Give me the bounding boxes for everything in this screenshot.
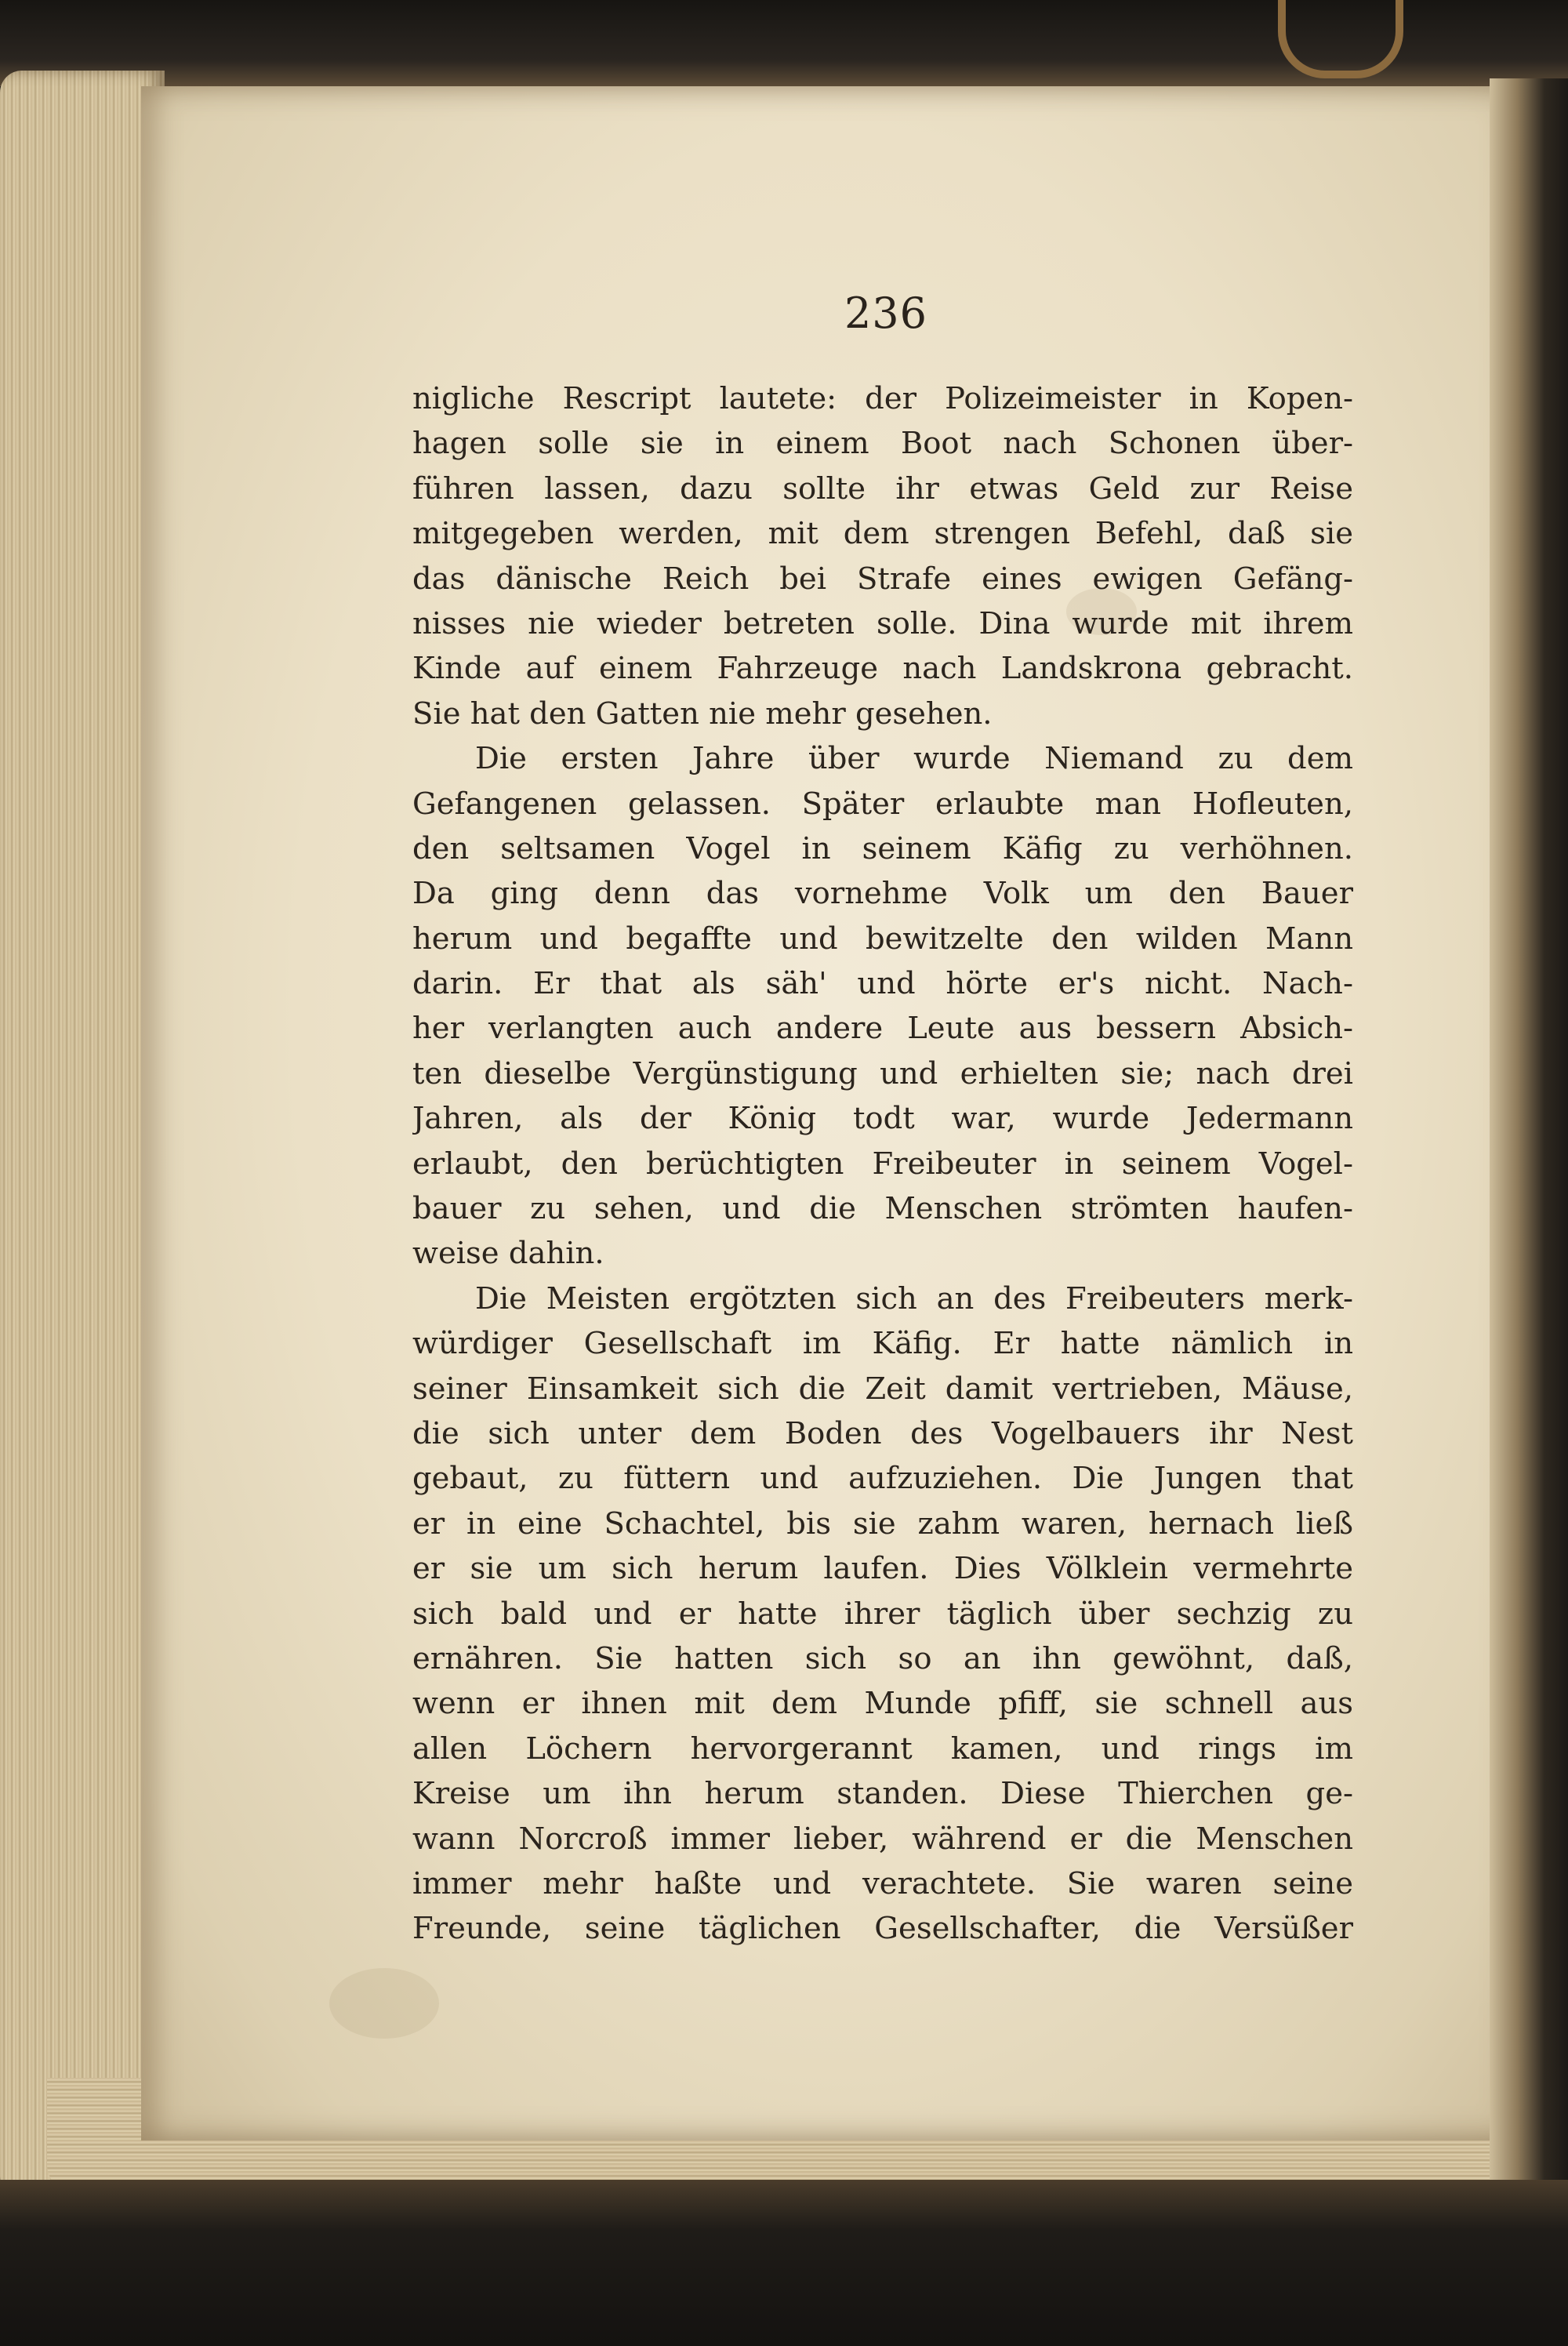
text-line: sich bald und er hatte ihrer täglich über sechzig zu — [412, 1596, 1353, 1632]
text-line: ten dieselbe Vergünstigung und erhielten sie; nach drei — [412, 1055, 1353, 1091]
text-line: Sie hat den Gatten nie mehr gesehen. — [412, 695, 993, 732]
book-cover-bottom — [0, 2180, 1568, 2346]
text-line: die sich unter dem Boden des Vogelbauers ihr Nest — [412, 1415, 1353, 1451]
page-stack-edge — [0, 71, 165, 2203]
text-line: gebaut, zu füttern und aufzuziehen. Die Jungen that — [412, 1461, 1353, 1497]
body-text — [412, 376, 1353, 1952]
text-line: führen lassen, dazu sollte ihr etwas Geld zur Reise — [412, 470, 1353, 507]
text-line: darin. Er that als säh' und hörte er's nicht. Nach- — [412, 966, 1353, 1002]
text-line: her verlangten auch andere Leute aus bessern Absich- — [412, 1011, 1353, 1047]
text-line: immer mehr haßte und verachtete. Sie waren seine — [412, 1865, 1353, 1901]
text-line: Kreise um ihn herum standen. Diese Thierchen ge- — [412, 1776, 1353, 1812]
text-line: würdiger Gesellschaft im Käfig. Er hatte nämlich in — [412, 1326, 1353, 1362]
text-line: Die Meisten ergötzten sich an des Freibeuters merk- — [475, 1280, 1353, 1316]
text-line: Die ersten Jahre über wurde Niemand zu dem — [475, 741, 1353, 777]
text-line: den seltsamen Vogel in seinem Käfig zu verhöhnen. — [412, 830, 1353, 866]
text-line: seiner Einsamkeit sich die Zeit damit vertrieben, Mäuse, — [412, 1371, 1353, 1407]
page-number: 236 — [844, 289, 928, 338]
text-line: Da ging denn das vornehme Volk um den Bauer — [412, 876, 1353, 912]
text-line: mitgegeben werden, mit dem strengen Befehl, daß sie — [412, 516, 1353, 552]
text-line: wann Norcroß immer lieber, während er die Menschen — [412, 1821, 1353, 1857]
text-line: erlaubt, den berüchtigten Freibeuter in seinem Vogel- — [412, 1146, 1353, 1182]
text-line: ernähren. Sie hatten sich so an ihn gewöhnt, daß, — [412, 1640, 1353, 1676]
text-line: bauer zu sehen, und die Menschen strömten haufen- — [412, 1191, 1353, 1227]
paper-stain — [329, 1968, 439, 2039]
text-line: Jahren, als der König todt war, wurde Jedermann — [412, 1101, 1353, 1137]
text-line: weise dahin. — [412, 1236, 604, 1272]
bookmark-string — [1278, 0, 1403, 78]
text-line: nigliche Rescript lautete: der Polizeimeister in Kopen- — [412, 381, 1353, 416]
text-line: er sie um sich herum laufen. Dies Völklein vermehrte — [412, 1551, 1353, 1587]
text-line: herum und begaffte und bewitzelte den wilden Mann — [412, 921, 1353, 957]
text-line: nisses nie wieder betreten solle. Dina wurde mit ihrem — [412, 605, 1353, 641]
text-line: Freunde, seine täglichen Gesellschafter, die Versüßer — [412, 1911, 1353, 1947]
text-line: hagen solle sie in einem Boot nach Schonen über- — [412, 426, 1353, 462]
text-line: wenn er ihnen mit dem Munde pfiff, sie schnell aus — [412, 1686, 1353, 1722]
book-gutter — [1490, 78, 1568, 2195]
text-line: Gefangenen gelassen. Später erlaubte man Hofleuten, — [412, 786, 1353, 822]
text-line: er in eine Schachtel, bis sie zahm waren, hernach ließ — [412, 1505, 1353, 1542]
text-line: das dänische Reich bei Strafe eines ewigen Gefäng- — [412, 561, 1353, 597]
text-line: Kinde auf einem Fahrzeuge nach Landskrona gebracht. — [412, 651, 1353, 687]
text-line: allen Löchern hervorgerannt kamen, und rings im — [412, 1730, 1353, 1767]
